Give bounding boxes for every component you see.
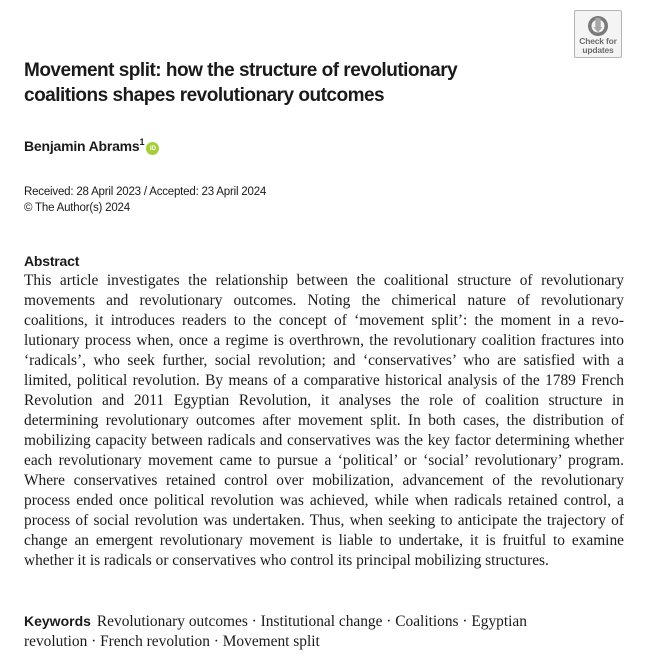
affiliation-mark: 1 — [139, 137, 145, 147]
author-line — [24, 137, 159, 155]
badge-line-2: updates — [582, 44, 614, 55]
abstract-heading: Abstract — [24, 253, 80, 269]
copyright-line: © The Author(s) 2024 — [24, 202, 130, 214]
author-name[interactable]: Benjamin Abrams — [24, 138, 140, 154]
keywords-list: Revolutionary outcomes · Institutional change · Coalitions · Egyptian revolution · French revolution · Movement split — [24, 613, 527, 650]
check-for-updates-icon — [587, 15, 609, 37]
abstract-text: This article investigates the relationship between the coalitional structure of revolutionary movements and revolutionary outcomes. Noting the chimerical nature of revolutionary coalitions, it introduces readers to the concept of ‘movement split’: the moment in a revolutionary process when, once a regime is overthrown, the revolutionary coalition fractures into ‘radicals’, who seek further, social revolution; and ‘conservatives’ who are satisfied with a limited, political revolution. By means of a comparative historical analysis of the 1789 French Revolution and 2011 Egyptian Revolution, it analyses the role of coalition structure in determining revolutionary outcomes after movement split. In both cases, the distribution of mobilizing capacity between radicals and conservatives was the key factor determining whether each revolutionary movement came to pursue a ‘political’ or ‘social’ revolutionary’ program. Where conservatives retained control over mobilization, advancement of the revolutionary process ended once political revolution was achieved, while when radicals retained control, a process of social revolution was undertaken. Thus, when seeking to anticipate the trajectory of change an emergent revolutionary movement is liable to undertake, it is fruitful to examine whether it is radicals or conservatives who control its principal mobilizing structures. — [24, 272, 624, 569]
received-accepted-dates: Received: 28 April 2023 / Accepted: 23 April 2024 — [24, 186, 267, 198]
keywords-section — [24, 612, 584, 651]
article-dates — [24, 184, 266, 216]
keywords-label: Keywords — [24, 613, 91, 629]
article-title: Movement split: how the structure of revolutionary coalitions shapes revolutionary outcomes — [24, 60, 458, 106]
check-for-updates-badge[interactable] — [574, 10, 622, 58]
orcid-icon[interactable]: iD — [146, 142, 159, 155]
badge-line-1: Check for — [579, 36, 617, 46]
